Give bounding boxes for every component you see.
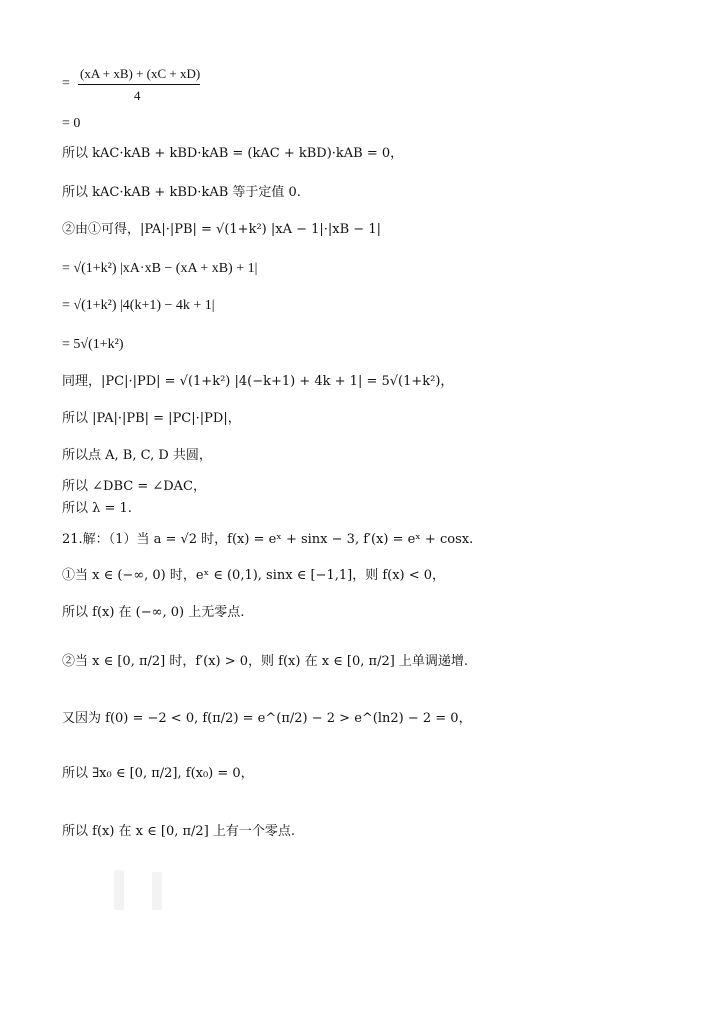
products-equal-line: 所以 |PA|·|PB| = |PC|·|PD|， xyxy=(62,411,241,426)
one-zero-conclusion-line: 所以 f(x) 在 x ∈ [0, π/2] 上有一个零点. xyxy=(62,824,296,839)
monotonic-line: ②当 x ∈ [0, π/2] 时，f′(x) > 0，则 f(x) 在 x ∈ [0, π/2] 上单调递增. xyxy=(62,654,469,669)
derivation-step-2: = √(1+k²) |4(k+1) − 4k + 1| xyxy=(62,298,215,313)
equals-zero-line: = 0 xyxy=(62,116,81,131)
lambda-result-line: 所以 λ = 1. xyxy=(62,501,132,516)
derivation-step-1: = √(1+k²) |xA·xB − (xA + xB) + 1| xyxy=(62,261,258,276)
fraction-denominator: 4 xyxy=(134,88,141,103)
product-pa-pb-line: ②由①可得，|PA|·|PB| = √(1+k²) |xA − 1|·|xB − 1| xyxy=(62,222,381,237)
slope-sum-line: 所以 kAC·kAB + kBD·kAB = (kAC + kBD)·kAB = 0， xyxy=(62,146,404,161)
scan-smudge xyxy=(114,870,124,910)
concyclic-line: 所以点 A, B, C, D 共圆， xyxy=(62,448,212,463)
fraction-bar xyxy=(78,84,200,85)
fraction-numerator: (xA + xB) + (xC + xD) xyxy=(80,66,201,81)
derivation-step-3: = 5√(1+k²) xyxy=(62,337,124,352)
scan-smudge xyxy=(152,872,162,910)
existence-line: 所以 ∃x₀ ∈ [0, π/2], f(x₀) = 0， xyxy=(62,766,254,781)
fraction-equals-sign: = xyxy=(62,76,70,91)
no-zero-line: 所以 f(x) 在 (−∞, 0) 上无零点. xyxy=(62,605,245,620)
endpoint-values-line: 又因为 f(0) = −2 < 0, f(π/2) = e^(π/2) − 2 > e^(ln2) − 2 = 0， xyxy=(62,711,472,726)
product-pc-pd-line: 同理，|PC|·|PD| = √(1+k²) |4(−k+1) + 4k + 1| = 5√(1+k²)， xyxy=(62,374,454,389)
case-negative-line: ①当 x ∈ (−∞, 0) 时，eˣ ∈ (0,1), sinx ∈ [−1,1]，则 f(x) < 0， xyxy=(62,568,446,583)
angle-equality-line: 所以 ∠DBC = ∠DAC， xyxy=(62,479,206,494)
problem-21-heading: 21.解：（1）当 a = √2 时，f(x) = eˣ + sinx − 3, f′(x) = eˣ + cosx. xyxy=(62,532,474,547)
slope-constant-line: 所以 kAC·kAB + kBD·kAB 等于定值 0. xyxy=(62,185,301,200)
